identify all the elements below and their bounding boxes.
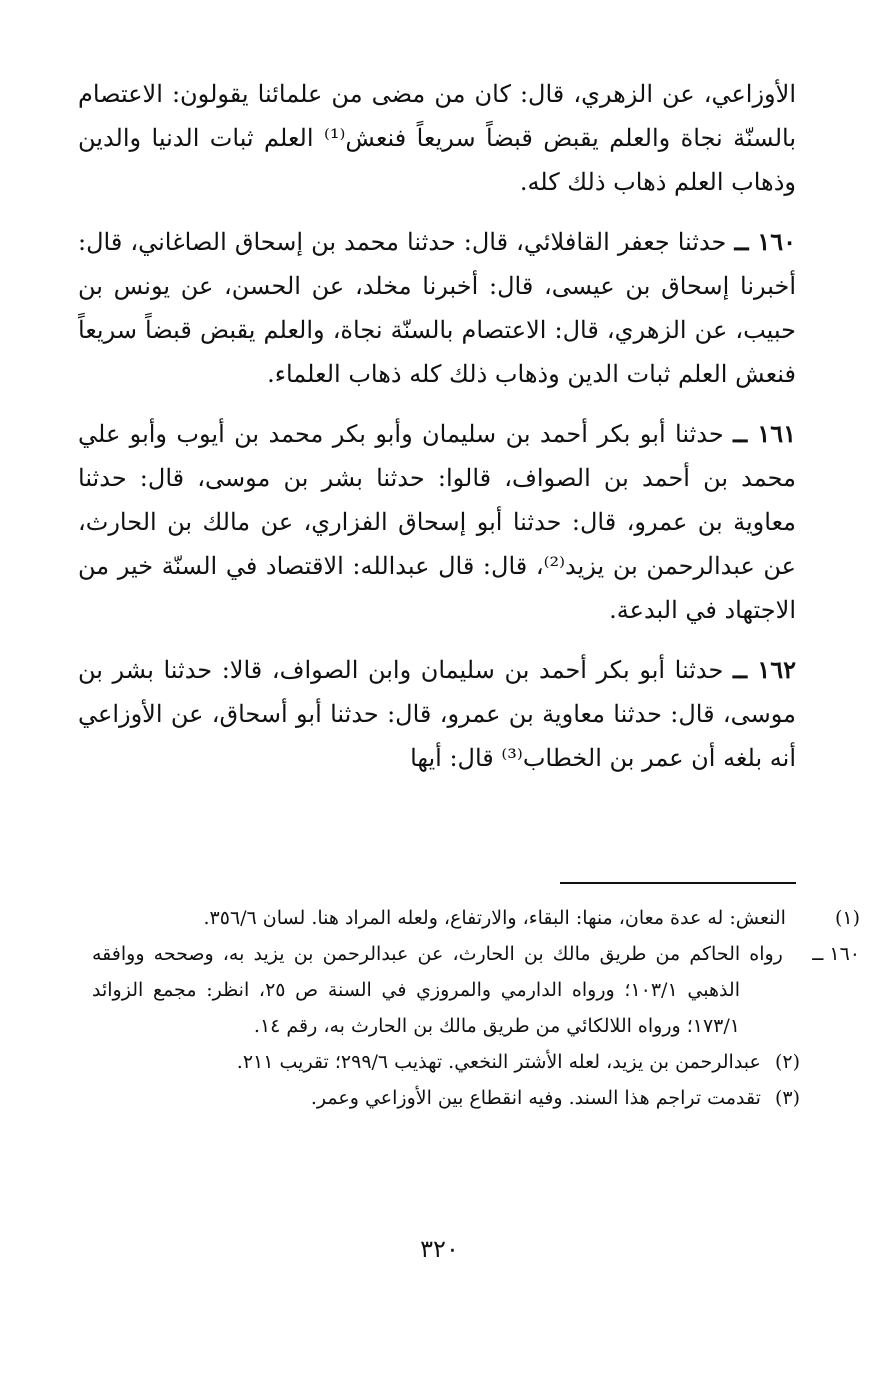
main-text	[78, 72, 796, 796]
page-number: ٣٢٠	[420, 1235, 459, 1263]
footnote-text: عبدالرحمن بن يزيد، لعله الأشتر النخعي. تهذيب ٢٩٩/٦؛ تقريب ٢١١.	[236, 1051, 761, 1073]
paragraph-162	[78, 648, 796, 780]
paragraph-text: الأوزاعي، عن الزهري، قال: كان من مضى من علمائنا يقولون: الاعتصام بالسنّة نجاة والعلم يقبض قبضاً سريعاً فنعش⁽¹⁾ العلم ثبات الدنيا والدين وذهاب العلم ذهاب ذلك كله.	[78, 80, 796, 196]
paragraph-161	[78, 412, 796, 632]
footnote-marker: (٣)	[774, 1087, 800, 1109]
footnote-1: (١) النعش: له عدة معان، منها: البقاء، والارتفاع، ولعله المراد هنا. لسان ٣٥٦/٦.	[203, 907, 860, 929]
paragraph-160	[78, 220, 796, 396]
paragraph-text: حدثنا أبو بكر أحمد بن سليمان وابن الصواف، قالا: حدثنا بشر بن موسى، قال: حدثنا معاوية بن عمرو، قال: حدثنا أبو أسحاق، عن الأوزاعي أنه بلغه أن عمر بن الخطاب⁽³⁾ قال: أيها	[78, 656, 796, 772]
footnote-text: النعش: له عدة معان، منها: البقاء، والارتفاع، ولعله المراد هنا. لسان ٣٥٦/٦.	[203, 907, 786, 929]
footnote-text: رواه الحاكم من طريق مالك بن الحارث، عن عبدالرحمن بن يزيد به، وصححه ووافقه الذهبي ١٠٣/١؛ ورواه الدارمي والمروزي في السنة ص ٢٥، انظر: مجمع الزوائد ١٧٣/١؛ ورواه اللالكائي من طريق مالك بن الحارث به، رقم ١٤.	[92, 943, 783, 1037]
hadith-number: ١٦٠ ــ	[734, 227, 796, 256]
footnotes	[92, 900, 860, 1116]
footnote-separator	[560, 882, 796, 884]
footnote-2	[92, 1044, 800, 1080]
footnote-marker: (٢)	[774, 1051, 800, 1073]
hadith-number: ١٦٢ ــ	[732, 655, 796, 684]
paragraph-text: حدثنا أبو بكر أحمد بن سليمان وأبو بكر محمد بن أيوب وأبو علي محمد بن أحمد بن الصواف، قالوا: حدثنا بشر بن موسى، قال: حدثنا معاوية بن عمرو، قال: حدثنا أبو إسحاق الفزاري، عن مالك بن الحارث، عن عبدالرحمن بن يزيد⁽²⁾، قال: قال عبدالله: الاقتصاد في السنّة خير من الاجتهاد في البدعة.	[78, 420, 797, 624]
hadith-number: ١٦١ ــ	[733, 419, 796, 448]
paragraph-text: حدثنا جعفر القافلائي، قال: حدثنا محمد بن إسحاق الصاغاني، قال: أخبرنا إسحاق بن عيسى، قال: أخبرنا مخلد، عن الحسن، عن يونس بن حبيب، عن الزهري، قال: الاعتصام بالسنّة نجاة، والعلم يقبض قبضاً سريعاً فنعش العلم ثبات الدين وذهاب ذلك كله ذهاب العلماء.	[78, 228, 796, 388]
paragraph-continuation	[78, 72, 796, 204]
footnote-text: تقدمت تراجم هذا السند. وفيه انقطاع بين الأوزاعي وعمر.	[310, 1087, 761, 1109]
footnote-3	[92, 1080, 800, 1116]
footnote-160: ١٦٠ ــ رواه الحاكم من طريق مالك بن الحارث، عن عبدالرحمن بن يزيد به، وصححه ووافقه الذهبي ١٠٣/١؛ ورواه الدارمي والمروزي في السنة ص ٢٥، انظر: مجمع الزوائد ١٧٣/١؛ ورواه اللالكائي من طريق مالك بن الحارث به، رقم ١٤.	[92, 943, 860, 1037]
